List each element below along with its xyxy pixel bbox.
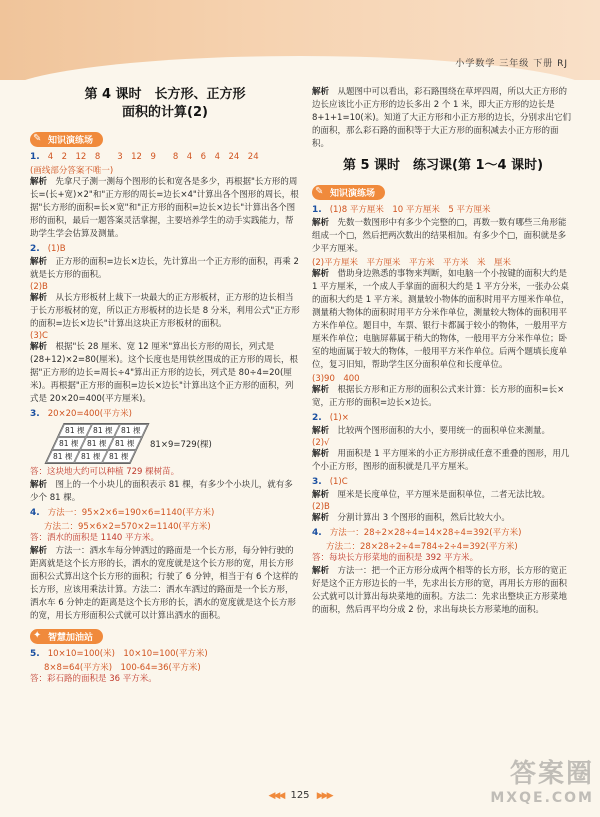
- lesson-4-title: 第 4 课时 长方形、正方形 面积的计算(2): [84, 87, 246, 120]
- question-3: 3. 20×20=400(平方米) 81 棵 81 棵 81 棵 81 棵 81 棵 81 棵 81 棵 81 棵 81 棵 81×9=729(棵) 答：这块地大约可以种植 729 棵树苗。 解析 图上的一个小块儿的面积表示 81 棵，有多少个小块儿，就有多少个 81 棵。: [30, 409, 293, 503]
- r-question-1: 1. (1)8 平方厘米 10 平方厘米 5 平方厘米 解析 先数一数图形中有多少个完整的□，再数一数有哪些三角形能组成一个□，然后把两次数出的结果相加。有多少个□，面积就是多少平方厘米。 (2)平方厘米 平方厘米 平方米 平方米 米 厘米 解析 借助身边熟悉的事物来判断，如电脑一个小按键的面积大约是 1 平方厘米，一个成人手掌面的面积大约是 1 平方分米，一张办公桌的面积大约是 1 平方米。测量较小物体的面积时用平方厘米作单位，测量稍大物体的面积时用平方分米作单位，测量较大物体的面积用平方米作单位。题目中，车票、银行卡都属于较小的物体，一般用平方厘米作单位；电脑屏幕属于稍大的物体，一般用平方分米作单位；卧室的地面属于较大的物体，一般用平方米作单位。后两个题填长度单位，复习旧知，帮助学生区分面积单位和长度单位。 (3)90 400 解析 根据长方形和正方形的面积公式来计算：长方形的面积=长×宽，正方形的面积=边长×边长。: [312, 205, 570, 408]
- grid-cell: 81 棵: [46, 450, 80, 463]
- question-2: 2. (1)B 解析 正方形的面积=边长×边长，先计算出一个正方形的面积，再乘 2 就是长方形的面积。 (2)B 解析 从长方形板材上裁下一块最大的正方形板材，正方形的边长相当于长方形板材的宽，所以正方形板材的边长是 8 分米，利用公式"正方形的面积=边长×边长"计算出这块正方形板材的面积。 (3)C 解析 根据"长 28 厘米、宽 12 厘米"算出长方形的周长，列式是(28+12)×2=80(厘米)。这个长度也是用铁丝围成的正方形的周长，根据"正方形的边长=周长÷4"算出正方形的边长，列式是 80÷4=20(厘米)。再根据"正方形的面积=边长×边长"计算出这个正方形的面积，列式是 20×20=400(平方厘米)。: [30, 244, 300, 404]
- question-5: 5. 10×10=100(米) 10×10=100(平方米) 8×8=64(平方米) 100-64=36(平方米) 答：彩石路的面积是 36 平方米。: [30, 649, 208, 684]
- carryover-analysis: 解析 从题图中可以看出，彩石路围绕在草坪四周，所以大正方形的边长应该比小正方形的边长多出 2 个 1 米，即大正方形的边长是 8+1+1=10(米)。知道了大正方形和小正方形的边长，分别求出它们的面积，那么彩石路的面积等于大正方形的面积减去小正方形的面积。: [312, 87, 572, 149]
- right-column: [312, 86, 574, 619]
- section-tag-practice-2: ✎ 知识演练场: [312, 185, 385, 200]
- grid-cell: 81 棵: [108, 437, 142, 450]
- question-1: 1. 4 2 12 8 3 12 9 8 4 6 4 24 24 (画线部分答案不唯一) 解析 先拿尺子测一测每个图形的长和宽各是多少，再根据"长方形的周长=(长+宽)×2"和"正方形的周长=边长×4"计算出各个图形的周长，根据"长方形的面积=长×宽"和"正方形的面积=边长×边长"计算出各个图形的面积，最后一题答案灵活掌握，主要培养学生的动手实践能力，帮助学生学会估算及测量。: [30, 152, 299, 239]
- q1-answers: 4 2 12 8 3 12 9 8 4 6 4 24 24: [47, 152, 259, 162]
- header-grade: 三年级: [499, 59, 530, 69]
- grid-cell: 81 棵: [58, 424, 92, 437]
- grid-cell: 81 棵: [114, 424, 148, 437]
- tree-grid-diagram: [44, 423, 149, 464]
- book-icon: ✎: [33, 133, 42, 144]
- grid-cell: 81 棵: [52, 437, 86, 450]
- section-tag-practice: ✎ 知识演练场: [30, 132, 103, 147]
- lesson-5-title: 第 5 课时 练习课(第 1～4 课时): [342, 158, 544, 173]
- right-arrows-icon: ▶▶▶: [316, 791, 332, 801]
- grid-cell: 81 棵: [86, 424, 120, 437]
- book-icon: ✎: [315, 186, 324, 197]
- header-info: [455, 56, 568, 69]
- question-4: 4. 方法一：95×2×6=190×6=1140(平方米) 方法二：95×6×2=570×2=1140(平方米) 答：洒水的面积是 1140 平方米。 解析 方法一：洒水车每分钟洒过的路面是一个长方形，每分钟行驶的距离就是这个长方形的长，洒水的宽度就是这个长方形的宽，用长方形面积公式算出这个长方形的面积；行驶了 6 分钟，相当于有 6 个这样的长方形，应该用乘法计算。方法二：洒水车洒过的路面是一个长方形，洒水车 6 分钟走的距离是这个长方形的长，洒水的宽度就是这个长方形的宽，用长方形面积公式就可以计算出洒水的面积。: [30, 508, 299, 621]
- grid-cell: 81 棵: [102, 450, 136, 463]
- page-number: 125: [290, 790, 310, 801]
- lightbulb-icon: ✦: [33, 630, 42, 641]
- watermark-logo: 答案圈 MXQE.COM: [490, 759, 594, 806]
- r-question-4: 4. 方法一：28÷2×28÷4=14×28÷4=392(平方米) 方法二：28×28÷2÷4=784÷2÷4=392(平方米) 答：每块长方形菜地的面积是 392 平方米。 解析 方法一：把一个正方形分成两个相等的长方形，长方形的宽正好是这个正方形边长的一半，先求出长方形的宽，再用长方形的面积公式就可以计算出每块菜地的面积。方法二：先求出整块正方形菜地的面积，然后再平均分成 2 份，求出每块长方形菜地的面积。: [312, 528, 568, 615]
- grid-cell: 81 棵: [80, 437, 114, 450]
- left-column: [30, 86, 300, 688]
- q3-formula: 81×9=729(棵): [150, 439, 212, 450]
- header-volume: 下册: [533, 59, 554, 69]
- r-question-2: 2. (1)× 解析 比较两个图形面积的大小，要用统一的面积单位来测量。 (2)√ 解析 用面积是 1 平方厘米的小正方形拼成任意不重叠的图形，用几个小正方形，图形的面积就是几平方厘米。: [312, 413, 570, 472]
- section-tag-challenge: ✦ 智慧加油站: [30, 629, 103, 644]
- r-question-3: 3. (1)C 解析 厘米是长度单位，平方厘米是面积单位，二者无法比较。 (2)B 解析 分割计算出 3 个图形的面积，然后比较大小。: [312, 477, 551, 523]
- left-arrows-icon: ◀◀◀: [268, 791, 284, 801]
- q1-note: (画线部分答案不唯一): [30, 166, 114, 176]
- header-edition: RJ: [557, 59, 568, 69]
- grid-cell: 81 棵: [74, 450, 108, 463]
- header-subject: 小学数学: [455, 59, 496, 69]
